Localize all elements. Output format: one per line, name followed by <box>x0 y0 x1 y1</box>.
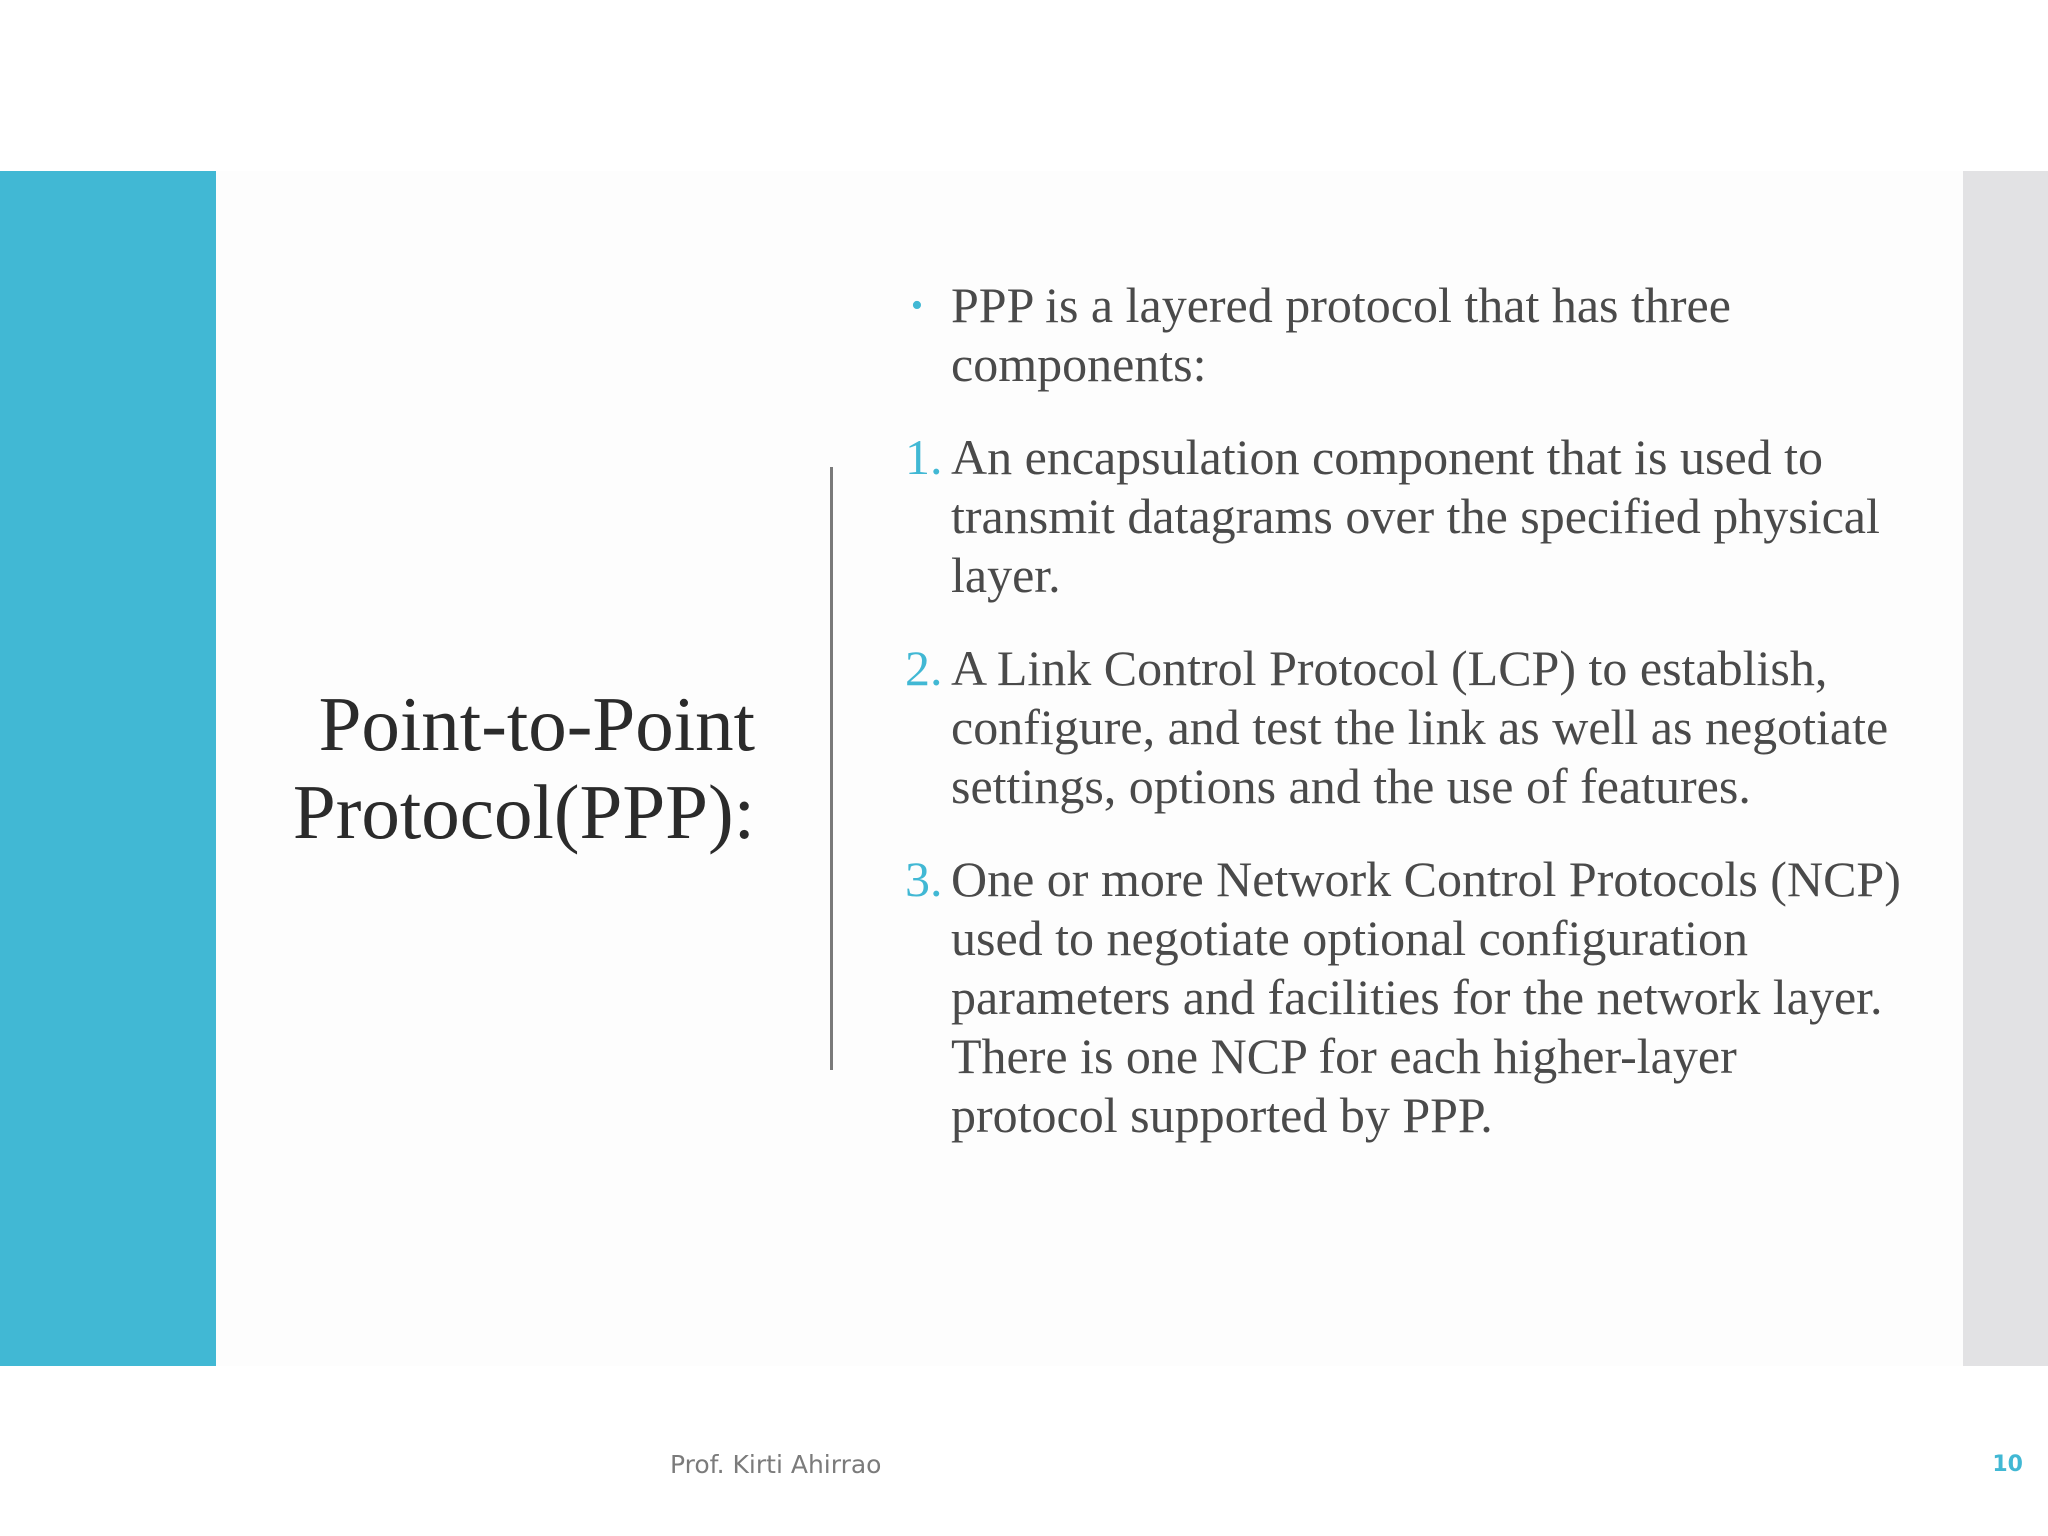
slide-title <box>270 680 755 856</box>
number-marker: 2. <box>905 640 943 696</box>
bullet-dot-icon: • <box>911 287 923 324</box>
numbered-item-text: One or more Network Control Protocols (NCP) used to negotiate optional configuration parameters and facilities for the network layer. There is one NCP for each higher-layer protocol supported by PPP. <box>951 851 1901 1143</box>
numbered-item-text: A Link Control Protocol (LCP) to establish, configure, and test the link as well as negotiate settings, options and the use of features. <box>951 640 1889 814</box>
slide-title-line-2: Protocol(PPP): <box>292 769 755 855</box>
numbered-item-2 <box>905 639 1915 816</box>
bullet-text: PPP is a layered protocol that has three components: <box>951 277 1731 392</box>
numbered-item-text: An encapsulation component that is used to transmit datagrams over the specified physical layer. <box>951 429 1880 603</box>
page-number: 10 <box>1992 1452 2023 1477</box>
numbered-item-1 <box>905 428 1915 605</box>
footer-author: Prof. Kirti Ahirrao <box>670 1450 882 1479</box>
bullet-list <box>905 276 1915 1179</box>
bullet-item-intro <box>905 276 1915 394</box>
numbered-item-3 <box>905 850 1915 1145</box>
right-side-bar <box>1963 171 2048 1366</box>
accent-bar <box>0 171 216 1366</box>
number-marker: 3. <box>905 851 943 907</box>
number-marker: 1. <box>905 429 943 485</box>
vertical-divider <box>830 467 833 1070</box>
slide-title-line-1: Point-to-Point <box>318 681 755 767</box>
